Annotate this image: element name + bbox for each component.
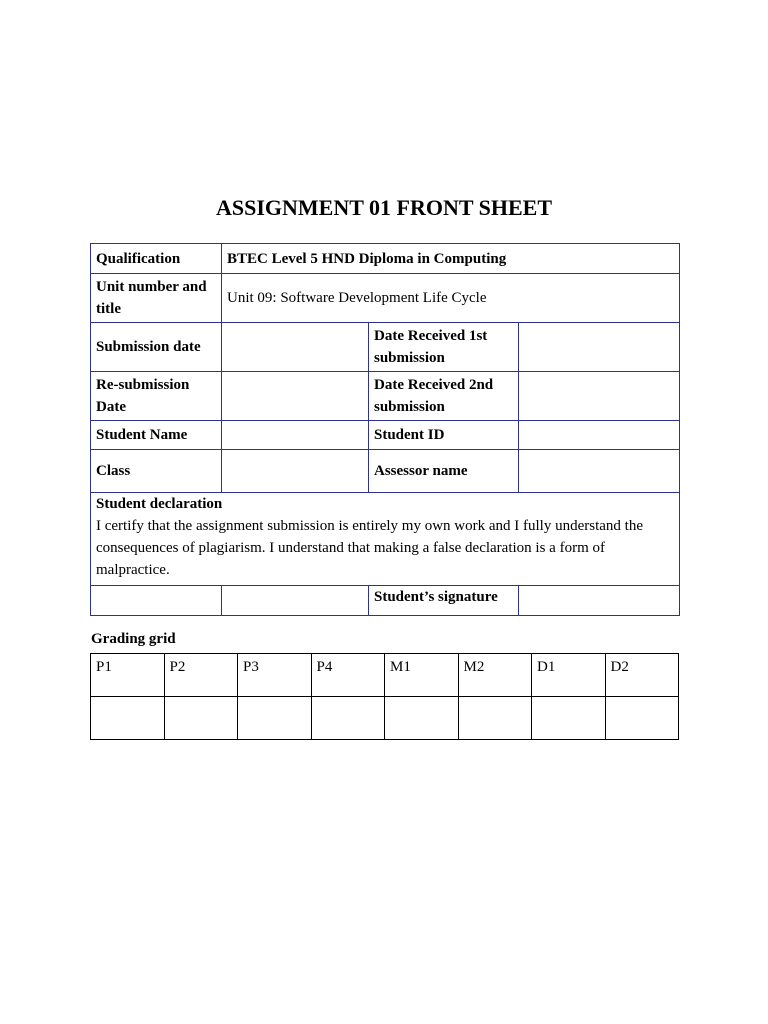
signature-label: Student’s signature	[369, 586, 519, 616]
resubmission-date-label: Re-submission Date	[91, 372, 222, 421]
grade-value-m2[interactable]	[458, 697, 532, 740]
grading-grid-value-row	[91, 697, 679, 740]
signature-field[interactable]	[519, 586, 680, 616]
grade-header-d2: D2	[605, 654, 679, 697]
grade-value-d1[interactable]	[532, 697, 606, 740]
grade-value-p4[interactable]	[311, 697, 385, 740]
assessor-name-label: Assessor name	[369, 450, 519, 493]
student-id-label: Student ID	[369, 421, 519, 450]
unit-value: Unit 09: Software Development Life Cycle	[222, 274, 680, 323]
declaration-row	[91, 493, 680, 586]
resubmission-row	[91, 372, 680, 421]
student-id-field[interactable]	[519, 421, 680, 450]
declaration-cell	[91, 493, 680, 586]
student-name-row	[91, 421, 680, 450]
unit-row	[91, 274, 680, 323]
class-row	[91, 450, 680, 493]
document-title: ASSIGNMENT 01 FRONT SHEET	[216, 195, 552, 220]
student-name-field[interactable]	[222, 421, 369, 450]
grade-header-p4: P4	[311, 654, 385, 697]
assessor-name-field[interactable]	[519, 450, 680, 493]
grade-header-p3: P3	[238, 654, 312, 697]
declaration-text: I certify that the assignment submission is entirely my own work and I fully understand the consequences of plagiarism. I understand that making a false declaration is a form of malpractice.	[96, 518, 643, 578]
signature-empty-cell	[91, 586, 222, 616]
grade-value-p1[interactable]	[91, 697, 165, 740]
qualification-label: Qualification	[91, 244, 222, 274]
signature-row	[91, 586, 680, 616]
resubmission-date-field[interactable]	[222, 372, 369, 421]
grade-header-m2: M2	[458, 654, 532, 697]
grade-value-d2[interactable]	[605, 697, 679, 740]
declaration-title: Student declaration	[96, 496, 223, 512]
class-label: Class	[91, 450, 222, 493]
submission-row	[91, 323, 680, 372]
date-received-2nd-label: Date Received 2nd submission	[369, 372, 519, 421]
grade-header-m1: M1	[385, 654, 459, 697]
submission-date-field[interactable]	[222, 323, 369, 372]
grade-value-m1[interactable]	[385, 697, 459, 740]
grading-grid-header-row	[91, 654, 679, 697]
qualification-value: BTEC Level 5 HND Diploma in Computing	[222, 244, 680, 274]
grade-header-d1: D1	[532, 654, 606, 697]
front-sheet-table	[90, 243, 680, 616]
date-received-1st-label: Date Received 1st submission	[369, 323, 519, 372]
qualification-row	[91, 244, 680, 274]
grade-value-p3[interactable]	[238, 697, 312, 740]
submission-date-label: Submission date	[91, 323, 222, 372]
grade-header-p1: P1	[91, 654, 165, 697]
student-name-label: Student Name	[91, 421, 222, 450]
grade-value-p2[interactable]	[164, 697, 238, 740]
grading-grid-table	[90, 653, 679, 740]
signature-empty-cell	[222, 586, 369, 616]
date-received-2nd-field[interactable]	[519, 372, 680, 421]
date-received-1st-field[interactable]	[519, 323, 680, 372]
grading-grid-label: Grading grid	[91, 631, 176, 647]
grade-header-p2: P2	[164, 654, 238, 697]
class-field[interactable]	[222, 450, 369, 493]
unit-label: Unit number and title	[91, 274, 222, 323]
